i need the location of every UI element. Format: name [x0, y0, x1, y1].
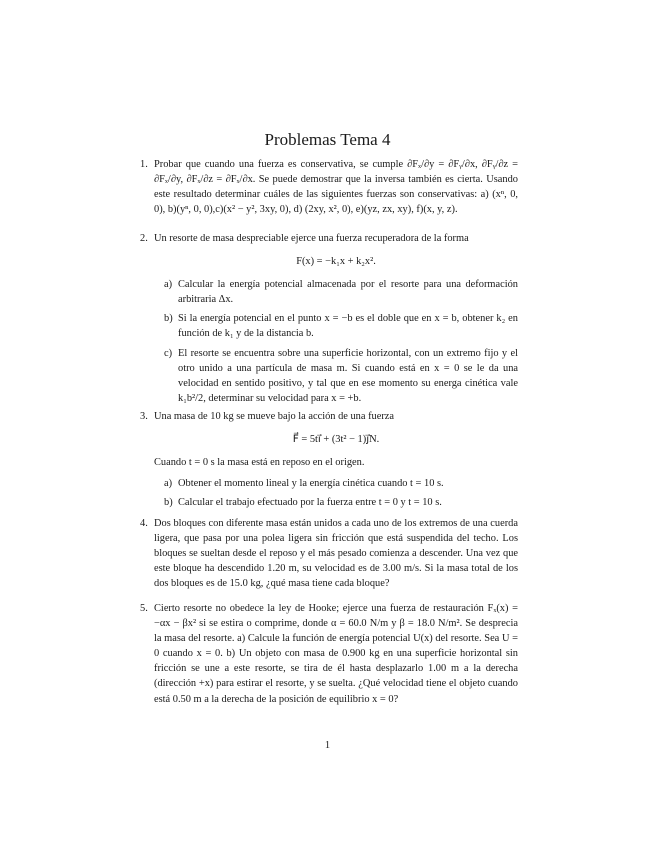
- subpart-b: [164, 495, 518, 510]
- subpart-a: [164, 476, 518, 491]
- problem-4: [140, 516, 518, 591]
- problem-number: 4.: [140, 518, 148, 529]
- problem-number: 1.: [140, 159, 148, 170]
- subpart-label: c): [164, 347, 173, 359]
- problem-number: 5.: [140, 603, 148, 614]
- subpart-label: b): [164, 497, 173, 509]
- subpart-text: Si la energía potencial en el punto x = −b es el doble que en x = b, obtener k₂ en función de k₁ y de la distancia b.: [178, 313, 518, 340]
- problem-intro: Una masa de 10 kg se mueve bajo la acción de una fuerza: [154, 411, 395, 422]
- problem-intro: Un resorte de masa despreciable ejerce una fuerza recuperadora de la forma: [154, 233, 469, 244]
- problem-text: Cierto resorte no obedece la ley de Hooke; ejerce una fuerza de restauración Fₓ(x) = −αx − βx² si se estira o comprime, donde α = 60.0 N/m y β = 18.0 N/m². Se desprecia la masa del resorte. a) Calcule la función de energía potencial U(x) del resorte. Sea U = 0 cuando x = 0. b) Un objeto con masa de 0.900 kg en una superficie horizontal sin fricción se une a este resorte, se tira de él hasta desplazarlo 1.00 m a la derecha (dirección +x) para estirar el resorte, y se suelta. ¿Qué velocidad tiene el objeto cuando está 0.50 m a la derecha de la posición de equilibrio x = 0?: [154, 603, 518, 705]
- problem-number: 3.: [140, 411, 148, 422]
- subpart-text: Calcular la energía potencial almacenada por el resorte para una deformación arbitraria Δx.: [178, 279, 518, 306]
- problem-5: [140, 601, 518, 707]
- equation: F⃗ = 5ti⃗ + (3t² − 1)j⃗N.: [292, 434, 380, 446]
- problem-number: 2.: [140, 233, 148, 244]
- problem-3: [140, 409, 518, 510]
- problem-text: Dos bloques con diferente masa están unidos a cada uno de los extremos de una cuerda ligera, que pasa por una polea ligera sin fricción que está suspendida del techo. Los bloques se sueltan desde el reposo y el más pesado comienza a descender. Una vez que este bloque ha descendido 1.20 m, su velocidad es de 3.00 m/s. Si la masa total de los dos bloques es de 15.0 kg, ¿qué masa tiene cada bloque?: [154, 518, 518, 590]
- problem-2: [140, 231, 518, 406]
- subpart-a: [164, 277, 518, 307]
- problem-1: [140, 157, 518, 217]
- problem-note: Cuando t = 0 s la masa está en reposo en el origen.: [154, 457, 365, 469]
- subpart-label: a): [164, 478, 173, 490]
- subpart-text: Calcular el trabajo efectuado por la fuerza entre t = 0 y t = 10 s.: [178, 497, 442, 509]
- subpart-text: El resorte se encuentra sobre una superficie horizontal, con un extremo fijo y el otro unido a una partícula de masa m. Si cuando está en x = 0 se le da una velocidad en sentido positivo, y tal que en ese momento su energa cinética vale k₁b²/2, determinar su velocidad para x = +b.: [178, 347, 518, 404]
- subpart-label: a): [164, 279, 173, 291]
- page-number: 1: [324, 740, 331, 751]
- subpart-b: [164, 311, 518, 341]
- equation: F(x) = −k₁x + k₂x².: [296, 256, 376, 268]
- page-title: Problemas Tema 4: [264, 130, 391, 149]
- problem-text: Probar que cuando una fuerza es conservativa, se cumple ∂Fₓ/∂y = ∂Fᵧ/∂x, ∂Fᵧ/∂z = ∂Fₓ/∂y, ∂Fₓ/∂z = ∂Fₓ/∂x. Se puede demostrar que la inversa también es cierta. Usando este resultado determinar cuáles de las siguientes fuerzas son conservativas: a) (xⁿ, 0, 0), b)(yⁿ, 0, 0),c)(x² − y², 3xy, 0), d) (2xy, x², 0), e)(yz, zx, xy), f)(x, y, z).: [154, 159, 518, 216]
- subpart-c: [164, 346, 518, 406]
- subpart-text: Obtener el momento lineal y la energía cinética cuando t = 10 s.: [178, 478, 444, 490]
- subpart-label: b): [164, 313, 173, 325]
